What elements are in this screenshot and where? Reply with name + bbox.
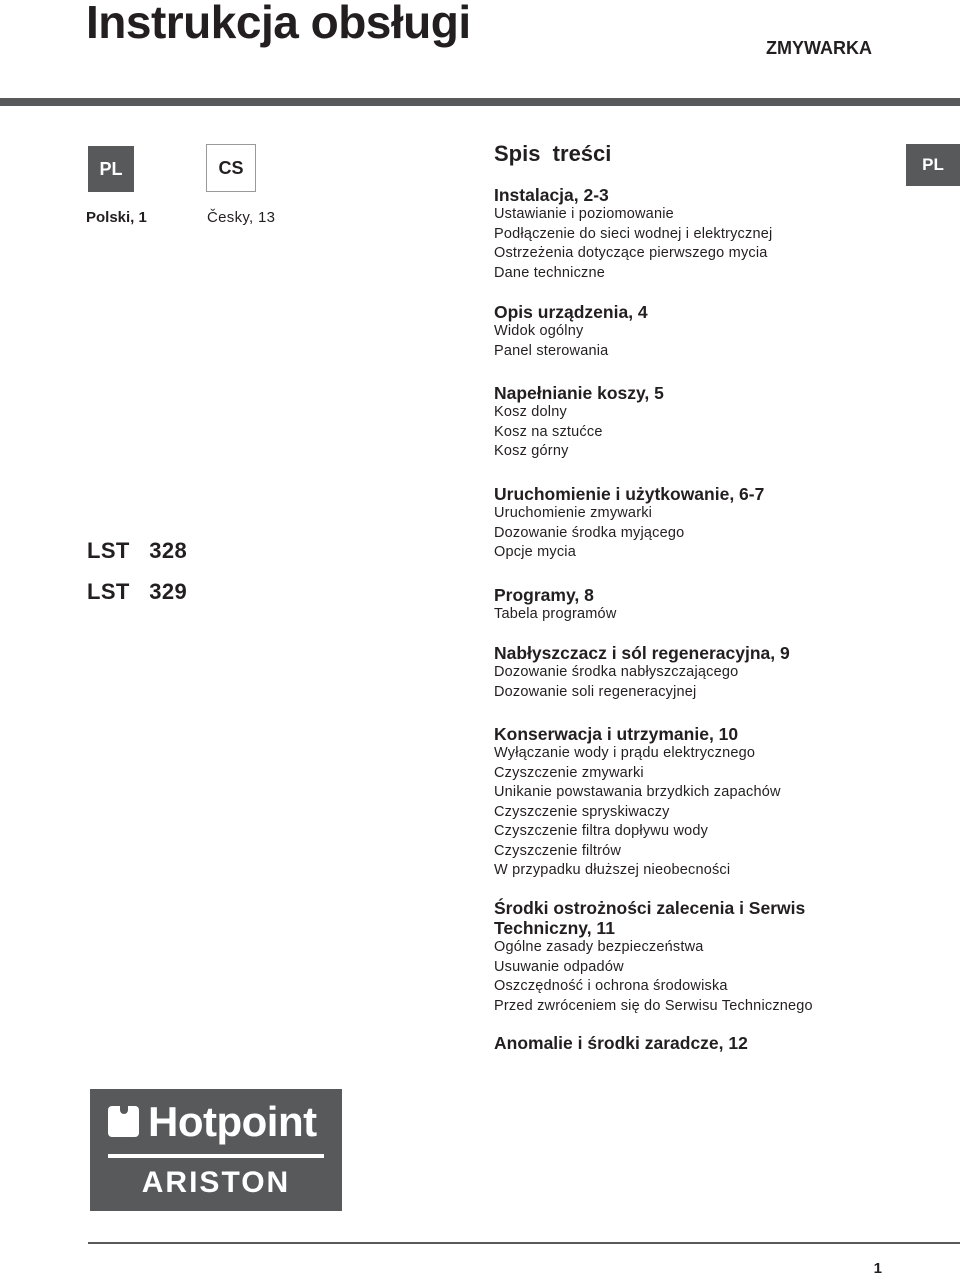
toc-item[interactable]: Kosz górny — [494, 443, 569, 459]
toc-item[interactable]: Przed zwróceniem się do Serwisu Technicznego — [494, 997, 813, 1014]
toc-item[interactable]: Czyszczenie spryskiwaczy — [494, 803, 670, 820]
toc-item[interactable]: Ogólne zasady bezpieczeństwa — [494, 939, 704, 955]
toc-item[interactable]: Dozowanie środka nabłyszczającego — [494, 664, 739, 680]
toc-item[interactable]: Dozowanie soli regeneracyjnej — [494, 683, 697, 700]
logo-divider — [108, 1154, 324, 1158]
page-number: 1 — [873, 1260, 882, 1277]
toc-item[interactable]: Usuwanie odpadów — [494, 958, 624, 975]
document-type: ZMYWARKA — [766, 38, 872, 58]
toc-section — [494, 898, 874, 1016]
toc-item[interactable]: Podłączenie do sieci wodnej i elektrycznej — [494, 225, 773, 242]
toc-section-heading[interactable]: Instalacja, 2-3 — [494, 185, 609, 205]
toc-section-heading[interactable]: Nabłyszczacz i sól regeneracyjna, 9 — [494, 643, 790, 663]
toc-item[interactable]: Kosz dolny — [494, 404, 567, 420]
bottom-divider — [88, 1242, 960, 1244]
toc-item[interactable]: Panel sterowania — [494, 342, 609, 359]
toc-section-heading[interactable]: Środki ostrożności zalecenia i Serwis Techniczny, 11 — [494, 898, 806, 938]
toc-section-heading[interactable]: Opis urządzenia, 4 — [494, 302, 648, 322]
toc-section-heading[interactable]: Anomalie i środki zaradcze, 12 — [494, 1033, 748, 1053]
toc-item[interactable]: Wyłączanie wody i prądu elektrycznego — [494, 745, 756, 761]
toc-section — [494, 1033, 874, 1053]
toc-section — [494, 585, 874, 625]
hotpoint-ariston-logo — [90, 1089, 342, 1211]
toc-item[interactable]: Opcje mycia — [494, 544, 576, 560]
toc-item[interactable]: Uruchomienie zmywarki — [494, 505, 653, 521]
logo-brand-line2: ARISTON — [141, 1166, 291, 1199]
top-divider — [0, 98, 960, 106]
model-name: LST 328 — [87, 538, 188, 563]
logo-brand-line1: Hotpoint — [148, 1098, 317, 1145]
toc-item[interactable]: Dozowanie środka myjącego — [494, 524, 685, 541]
language-badge-cs[interactable]: CS — [206, 144, 256, 192]
toc-item[interactable]: Dane techniczne — [494, 264, 606, 281]
page-title: Instrukcja obsługi — [86, 0, 471, 48]
toc-item[interactable]: Oszczędność i ochrona środowiska — [494, 978, 728, 994]
model-name: LST 329 — [87, 579, 188, 604]
toc-item[interactable]: Czyszczenie zmywarki — [494, 764, 644, 781]
side-language-tab: PL — [906, 144, 960, 186]
toc-section-heading[interactable]: Konserwacja i utrzymanie, 10 — [494, 724, 739, 744]
toc-item[interactable]: Kosz na sztućce — [494, 423, 603, 440]
toc-item[interactable]: Ostrzeżenia dotyczące pierwszego mycia — [494, 245, 768, 261]
toc-section — [494, 484, 874, 563]
toc-item[interactable]: Unikanie powstawania brzydkich zapachów — [494, 784, 781, 800]
language-badge-pl[interactable]: PL — [88, 146, 134, 192]
language-label-pl[interactable]: Polski, 1 — [86, 209, 147, 226]
toc-section — [494, 643, 874, 702]
toc-section-heading[interactable]: Napełnianie koszy, 5 — [494, 383, 664, 403]
toc-item[interactable]: Czyszczenie filtra dopływu wody — [494, 823, 709, 839]
toc-item[interactable]: W przypadku dłuższej nieobecności — [494, 862, 731, 878]
toc-item[interactable]: Czyszczenie filtrów — [494, 842, 622, 859]
toc-item[interactable]: Widok ogólny — [494, 323, 584, 339]
logo-plug-icon — [108, 1106, 139, 1137]
toc-item[interactable]: Tabela programów — [494, 606, 617, 622]
toc-section — [494, 185, 874, 283]
toc-item[interactable]: Ustawianie i poziomowanie — [494, 206, 674, 222]
language-label-cs[interactable]: Česky, 13 — [207, 209, 276, 226]
toc-section — [494, 302, 874, 361]
toc-section — [494, 383, 874, 462]
toc-section-heading[interactable]: Uruchomienie i użytkowanie, 6-7 — [494, 484, 765, 504]
toc-title: Spis treści — [494, 141, 612, 166]
toc-section — [494, 724, 874, 881]
toc-section-heading[interactable]: Programy, 8 — [494, 585, 594, 605]
